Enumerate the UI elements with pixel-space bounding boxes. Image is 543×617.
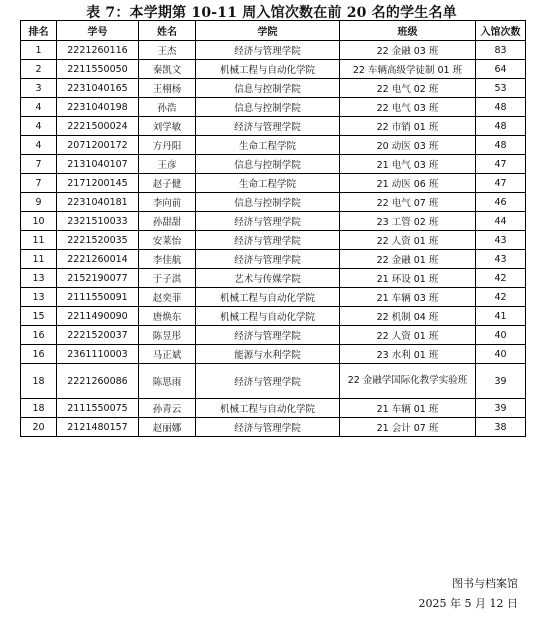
table-row	[21, 399, 526, 418]
student-id-cell: 2231040198	[57, 98, 139, 117]
table-row	[21, 41, 526, 60]
column-header-class: 班级	[340, 21, 476, 41]
visit-count-cell: 44	[476, 212, 526, 231]
table-body	[21, 41, 526, 437]
visit-count-cell: 43	[476, 250, 526, 269]
rank-cell: 7	[21, 155, 57, 174]
name-cell: 赵奕菲	[139, 288, 196, 307]
name-cell: 李佳航	[139, 250, 196, 269]
table-row	[21, 418, 526, 437]
name-cell: 王栩杨	[139, 79, 196, 98]
class-cell: 21 动医 06 班	[340, 174, 476, 193]
college-cell: 经济与管理学院	[196, 117, 340, 136]
visit-count-cell: 41	[476, 307, 526, 326]
student-id-cell: 2221260014	[57, 250, 139, 269]
visit-count-cell: 83	[476, 41, 526, 60]
college-cell: 能源与水利学院	[196, 345, 340, 364]
table-row	[21, 326, 526, 345]
college-cell: 生命工程学院	[196, 136, 340, 155]
visit-count-cell: 39	[476, 364, 526, 399]
student-id-cell: 2221260086	[57, 364, 139, 399]
college-cell: 机械工程与自动化学院	[196, 288, 340, 307]
rank-cell: 20	[21, 418, 57, 437]
college-cell: 经济与管理学院	[196, 231, 340, 250]
college-cell: 经济与管理学院	[196, 364, 340, 399]
table-row	[21, 117, 526, 136]
student-id-cell: 2231040165	[57, 79, 139, 98]
name-cell: 唐焕东	[139, 307, 196, 326]
rank-cell: 18	[21, 364, 57, 399]
rank-cell: 11	[21, 250, 57, 269]
name-cell: 孙浩	[139, 98, 196, 117]
table-row	[21, 79, 526, 98]
rank-cell: 3	[21, 79, 57, 98]
rank-cell: 9	[21, 193, 57, 212]
visit-count-cell: 53	[476, 79, 526, 98]
rank-cell: 13	[21, 288, 57, 307]
rank-cell: 4	[21, 117, 57, 136]
class-cell: 22 金融 01 班	[340, 250, 476, 269]
visit-count-cell: 40	[476, 326, 526, 345]
name-cell: 孙甜甜	[139, 212, 196, 231]
class-cell: 22 车辆高级学徒制 01 班	[340, 60, 476, 79]
column-header-student-id: 学号	[57, 21, 139, 41]
table-row	[21, 364, 526, 399]
footer	[419, 574, 518, 614]
name-cell: 赵子健	[139, 174, 196, 193]
name-cell: 陈思雨	[139, 364, 196, 399]
college-cell: 信息与控制学院	[196, 79, 340, 98]
class-cell: 23 水利 01 班	[340, 345, 476, 364]
name-cell: 李向前	[139, 193, 196, 212]
rank-cell: 18	[21, 399, 57, 418]
college-cell: 机械工程与自动化学院	[196, 399, 340, 418]
visit-count-cell: 39	[476, 399, 526, 418]
footer-date: 2025 年 5 月 12 日	[418, 597, 518, 610]
name-cell: 方丹阳	[139, 136, 196, 155]
name-cell: 秦凯文	[139, 60, 196, 79]
table-row	[21, 193, 526, 212]
rank-cell: 7	[21, 174, 57, 193]
rank-cell: 10	[21, 212, 57, 231]
student-id-cell: 2152190077	[57, 269, 139, 288]
table-row	[21, 136, 526, 155]
name-cell: 于子淇	[139, 269, 196, 288]
class-cell: 21 车辆 01 班	[340, 399, 476, 418]
table-row	[21, 174, 526, 193]
college-cell: 机械工程与自动化学院	[196, 60, 340, 79]
class-cell: 21 会计 07 班	[340, 418, 476, 437]
student-id-cell: 2231040181	[57, 193, 139, 212]
visit-count-cell: 46	[476, 193, 526, 212]
student-id-cell: 2221520035	[57, 231, 139, 250]
column-header-name: 姓名	[139, 21, 196, 41]
table-row	[21, 345, 526, 364]
table-row	[21, 269, 526, 288]
name-cell: 王杰	[139, 41, 196, 60]
visit-count-cell: 38	[476, 418, 526, 437]
table-row	[21, 288, 526, 307]
rank-cell: 15	[21, 307, 57, 326]
visit-count-cell: 48	[476, 136, 526, 155]
class-cell: 23 工管 02 班	[340, 212, 476, 231]
column-header-college: 学院	[196, 21, 340, 41]
student-id-cell: 2131040107	[57, 155, 139, 174]
student-id-cell: 2111550075	[57, 399, 139, 418]
visit-count-cell: 48	[476, 98, 526, 117]
student-id-cell: 2221500024	[57, 117, 139, 136]
column-header-visit-count: 入馆次数	[476, 21, 526, 41]
class-cell: 22 电气 07 班	[340, 193, 476, 212]
student-id-cell: 2321510033	[57, 212, 139, 231]
student-id-cell: 2111550091	[57, 288, 139, 307]
name-cell: 马正斌	[139, 345, 196, 364]
college-cell: 经济与管理学院	[196, 250, 340, 269]
rank-cell: 11	[21, 231, 57, 250]
student-id-cell: 2171200145	[57, 174, 139, 193]
visit-count-cell: 47	[476, 174, 526, 193]
student-id-cell: 2211550050	[57, 60, 139, 79]
class-cell: 22 电气 03 班	[340, 98, 476, 117]
visit-count-cell: 42	[476, 269, 526, 288]
class-cell: 22 金融 03 班	[340, 41, 476, 60]
college-cell: 信息与控制学院	[196, 155, 340, 174]
college-cell: 机械工程与自动化学院	[196, 307, 340, 326]
table-row	[21, 155, 526, 174]
college-cell: 生命工程学院	[196, 174, 340, 193]
table-row	[21, 231, 526, 250]
class-cell: 22 电气 02 班	[340, 79, 476, 98]
college-cell: 信息与控制学院	[196, 98, 340, 117]
visit-count-cell: 64	[476, 60, 526, 79]
visit-count-cell: 48	[476, 117, 526, 136]
rank-cell: 4	[21, 98, 57, 117]
class-cell: 20 动医 03 班	[340, 136, 476, 155]
college-cell: 经济与管理学院	[196, 326, 340, 345]
class-cell: 22 机制 04 班	[340, 307, 476, 326]
name-cell: 赵丽娜	[139, 418, 196, 437]
column-header-rank: 排名	[21, 21, 57, 41]
table-row	[21, 307, 526, 326]
student-ranking-table	[20, 20, 526, 437]
class-cell: 22 金融学国际化教学实验班	[340, 364, 476, 399]
college-cell: 艺术与传媒学院	[196, 269, 340, 288]
student-id-cell: 2121480157	[57, 418, 139, 437]
class-cell: 21 电气 03 班	[340, 155, 476, 174]
class-cell: 21 环设 01 班	[340, 269, 476, 288]
rank-cell: 16	[21, 345, 57, 364]
table-row	[21, 98, 526, 117]
table-title: 表 7：本学期第 10-11 周入馆次数在前 20 名的学生名单	[86, 5, 457, 21]
rank-cell: 1	[21, 41, 57, 60]
college-cell: 信息与控制学院	[196, 193, 340, 212]
name-cell: 王彦	[139, 155, 196, 174]
college-cell: 经济与管理学院	[196, 41, 340, 60]
rank-cell: 16	[21, 326, 57, 345]
student-id-cell: 2071200172	[57, 136, 139, 155]
rank-cell: 4	[21, 136, 57, 155]
table-row	[21, 212, 526, 231]
footer-organization: 图书与档案馆	[452, 577, 518, 590]
class-cell: 22 人资 01 班	[340, 326, 476, 345]
table-row	[21, 60, 526, 79]
name-cell: 刘学敏	[139, 117, 196, 136]
name-cell: 安莱怡	[139, 231, 196, 250]
student-id-cell: 2211490090	[57, 307, 139, 326]
student-id-cell: 2221260116	[57, 41, 139, 60]
class-cell: 22 市销 01 班	[340, 117, 476, 136]
header-row	[21, 21, 526, 41]
student-id-cell: 2221520037	[57, 326, 139, 345]
table-row	[21, 250, 526, 269]
class-cell: 22 人资 01 班	[340, 231, 476, 250]
name-cell: 孙青云	[139, 399, 196, 418]
rank-cell: 2	[21, 60, 57, 79]
rank-cell: 13	[21, 269, 57, 288]
name-cell: 陈昱彤	[139, 326, 196, 345]
student-id-cell: 2361110003	[57, 345, 139, 364]
college-cell: 经济与管理学院	[196, 212, 340, 231]
visit-count-cell: 43	[476, 231, 526, 250]
visit-count-cell: 47	[476, 155, 526, 174]
visit-count-cell: 40	[476, 345, 526, 364]
visit-count-cell: 42	[476, 288, 526, 307]
college-cell: 经济与管理学院	[196, 418, 340, 437]
class-cell: 21 车辆 03 班	[340, 288, 476, 307]
